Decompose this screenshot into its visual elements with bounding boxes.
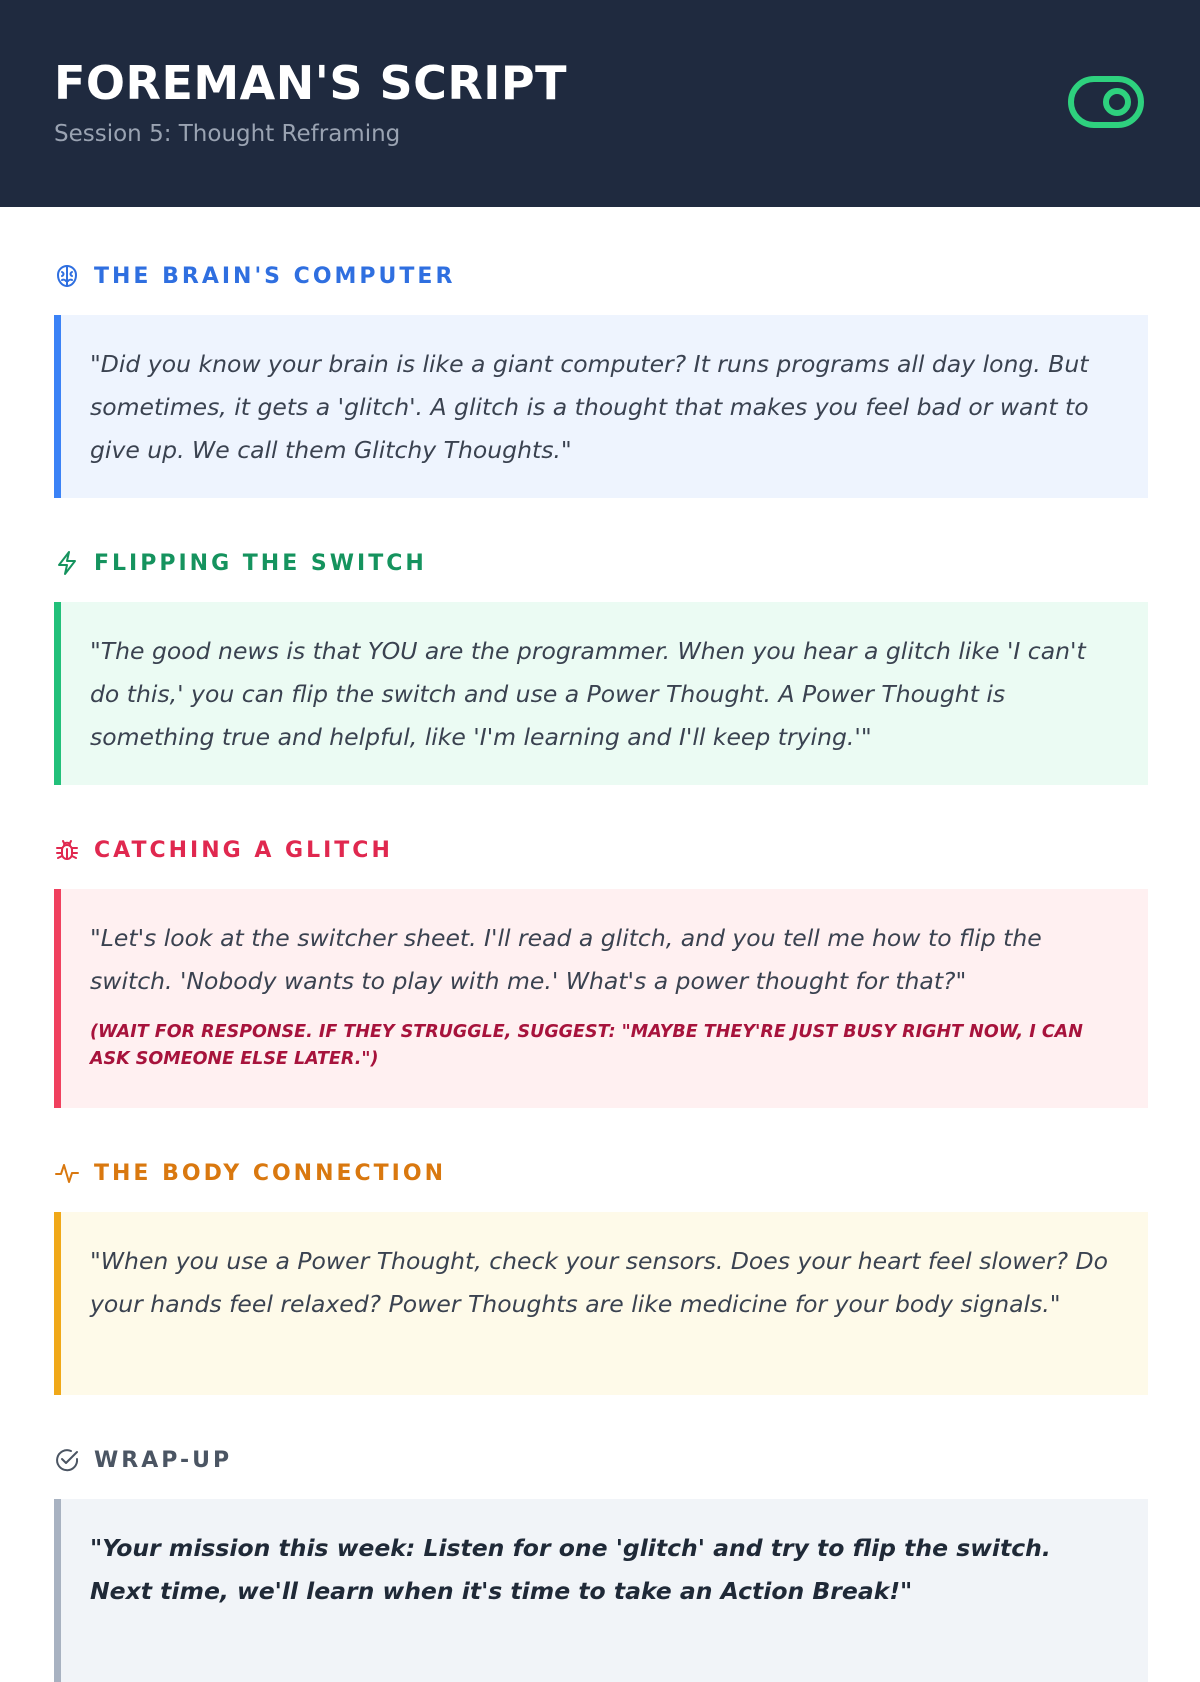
header bbox=[0, 0, 1200, 207]
lightning-icon bbox=[54, 550, 80, 576]
script-box bbox=[54, 1212, 1148, 1395]
section-title: CATCHING A GLITCH bbox=[94, 837, 393, 863]
script-box bbox=[54, 602, 1148, 785]
section-title: WRAP-UP bbox=[94, 1447, 233, 1473]
script-box bbox=[54, 1499, 1148, 1682]
section-heading bbox=[54, 1442, 1148, 1478]
check-circle-icon bbox=[54, 1447, 80, 1473]
script-content bbox=[54, 207, 1148, 1682]
section-title: THE BRAIN'S COMPUTER bbox=[94, 263, 456, 289]
toggle-on-icon[interactable] bbox=[1068, 76, 1144, 128]
script-quote: "Your mission this week: Listen for one 'glitch' and try to flip the switch. Next time, we'll learn when it's time to take an Action Break!" bbox=[90, 1534, 1051, 1605]
script-quote: "Did you know your brain is like a giant computer? It runs programs all day long. But sometimes, it gets a 'glitch'. A glitch is a thought that makes you feel bad or want to give up. We call them Glitchy Thoughts." bbox=[90, 350, 1089, 464]
section-title: THE BODY CONNECTION bbox=[94, 1160, 446, 1186]
script-quote: "When you use a Power Thought, check your sensors. Does your heart feel slower? Do your hands feel relaxed? Power Thoughts are like medicine for your body signals." bbox=[90, 1247, 1108, 1318]
script-box bbox=[54, 889, 1148, 1108]
script-quote: "Let's look at the switcher sheet. I'll read a glitch, and you tell me how to flip the switch. 'Nobody wants to play with me.' What's a power thought for that?" bbox=[90, 924, 1042, 995]
section-heading bbox=[54, 832, 1148, 868]
page-title: FOREMAN'S SCRIPT bbox=[54, 56, 567, 110]
section-heading bbox=[54, 1155, 1148, 1191]
bug-icon bbox=[54, 837, 80, 863]
brain-icon bbox=[54, 263, 80, 289]
facilitator-note: (WAIT FOR RESPONSE. IF THEY STRUGGLE, SUGGEST: "MAYBE THEY'RE JUST BUSY RIGHT NOW, I CAN ASK SOMEONE ELSE LATER.") bbox=[90, 1022, 1083, 1069]
section-heading bbox=[54, 258, 1148, 294]
section-heading bbox=[54, 545, 1148, 581]
page-subtitle: Session 5: Thought Reframing bbox=[54, 121, 401, 147]
section-title: FLIPPING THE SWITCH bbox=[94, 550, 427, 576]
script-quote: "The good news is that YOU are the programmer. When you hear a glitch like 'I can't do this,' you can flip the switch and use a Power Thought. A Power Thought is something true and helpful, like 'I'm learning and I'll keep trying.'" bbox=[90, 637, 1086, 751]
script-box bbox=[54, 315, 1148, 498]
pulse-icon bbox=[54, 1160, 80, 1186]
